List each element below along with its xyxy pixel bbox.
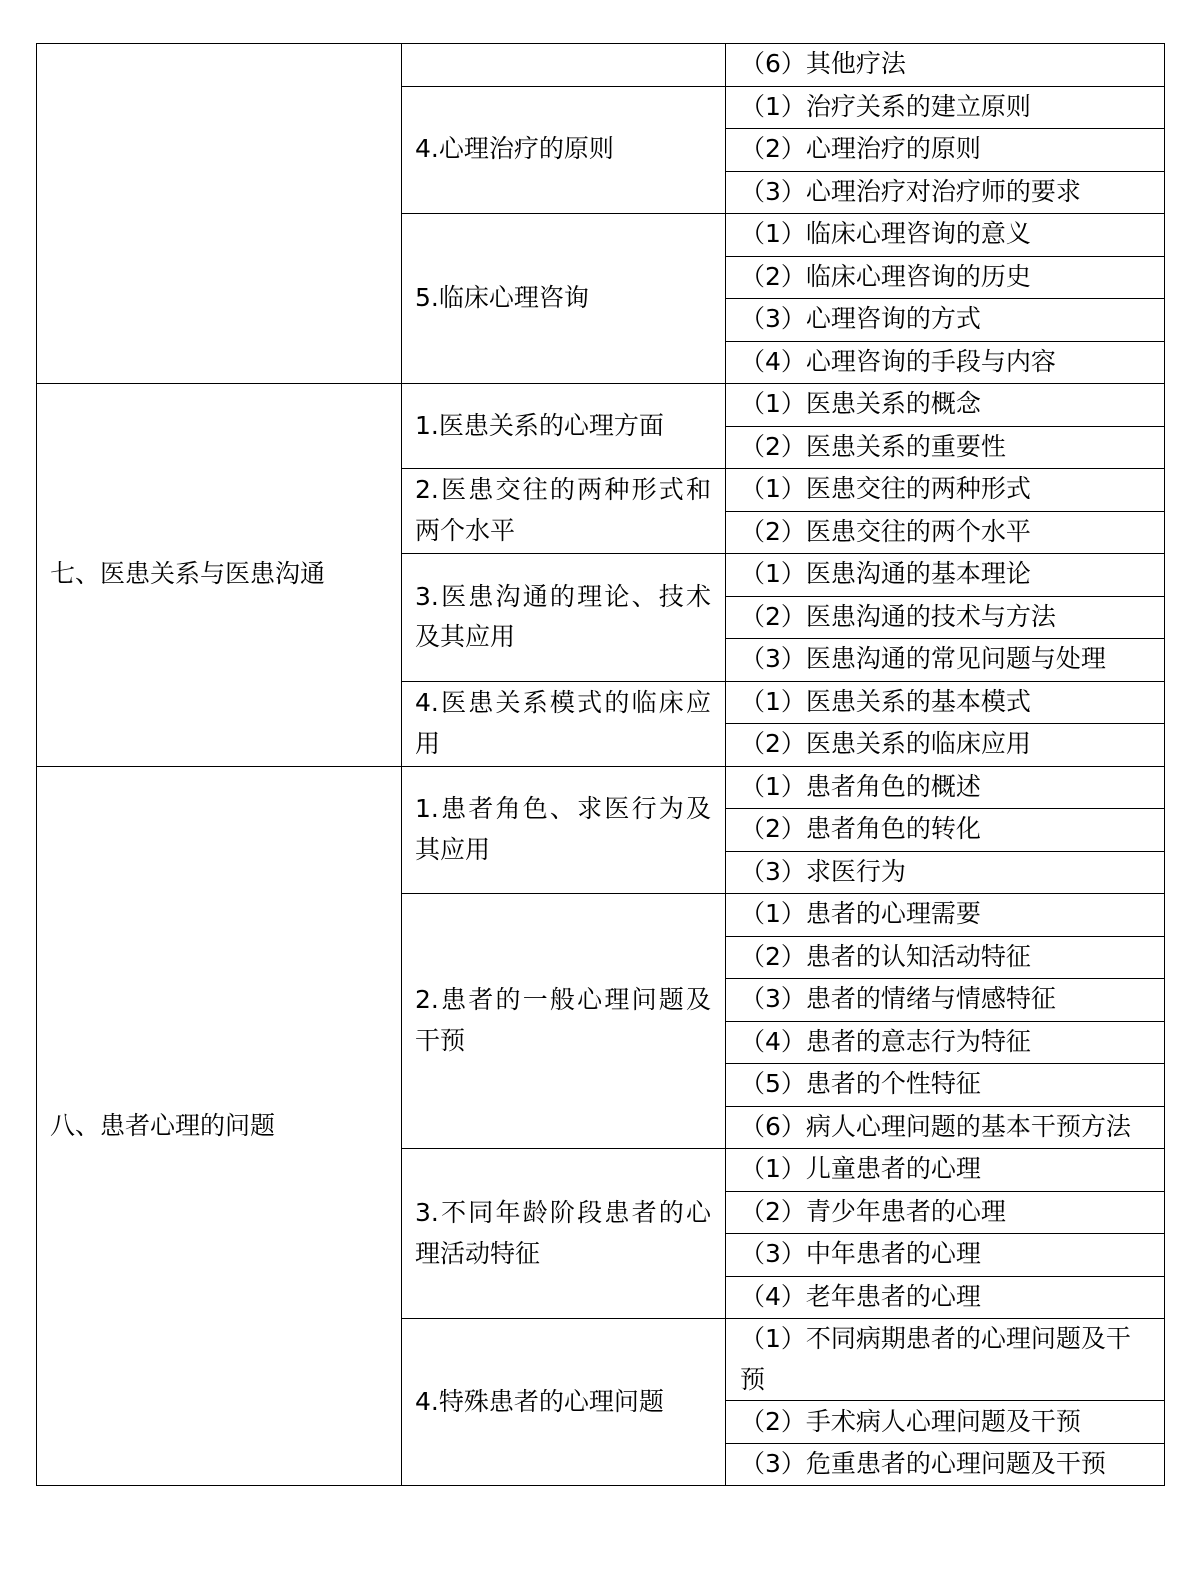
topic-title-cell: 5.临床心理咨询	[402, 214, 726, 384]
subtopic-item-cell: （2）医患交往的两个水平	[726, 511, 1165, 554]
subtopic-item-cell: （2）临床心理咨询的历史	[726, 256, 1165, 299]
syllabus-table-body	[37, 44, 1165, 1486]
subtopic-item-cell: （3）医患沟通的常见问题与处理	[726, 639, 1165, 682]
subtopic-item-cell: （3）危重患者的心理问题及干预	[726, 1443, 1165, 1486]
subtopic-item-cell: （5）患者的个性特征	[726, 1064, 1165, 1107]
subtopic-item-cell: （2）医患关系的临床应用	[726, 724, 1165, 767]
subtopic-item-cell: （1）患者角色的概述	[726, 766, 1165, 809]
subtopic-item-cell: （1）医患沟通的基本理论	[726, 554, 1165, 597]
subtopic-item-cell: （1）临床心理咨询的意义	[726, 214, 1165, 257]
subtopic-item-cell: （4）老年患者的心理	[726, 1276, 1165, 1319]
table-row	[37, 384, 1165, 427]
subtopic-item-cell: （2）医患关系的重要性	[726, 426, 1165, 469]
subtopic-item-cell: （4）患者的意志行为特征	[726, 1021, 1165, 1064]
topic-title-cell: 4.医患关系模式的临床应用	[402, 681, 726, 766]
subtopic-item-cell: （6）病人心理问题的基本干预方法	[726, 1106, 1165, 1149]
subtopic-item-cell: （3）求医行为	[726, 851, 1165, 894]
subtopic-item-cell: （1）患者的心理需要	[726, 894, 1165, 937]
subtopic-item-cell: （1）医患关系的基本模式	[726, 681, 1165, 724]
topic-title-cell: 1.患者角色、求医行为及其应用	[402, 766, 726, 894]
topic-title-cell: 4.特殊患者的心理问题	[402, 1319, 726, 1486]
topic-title-cell: 2.医患交往的两种形式和两个水平	[402, 469, 726, 554]
subtopic-item-cell: （4）心理咨询的手段与内容	[726, 341, 1165, 384]
section-title-cell: 七、医患关系与医患沟通	[37, 384, 402, 767]
subtopic-item-cell: （3）中年患者的心理	[726, 1234, 1165, 1277]
subtopic-item-cell: （1）医患交往的两种形式	[726, 469, 1165, 512]
section-title-cell	[37, 44, 402, 384]
subtopic-item-cell: （3）患者的情绪与情感特征	[726, 979, 1165, 1022]
subtopic-item-cell: （1）不同病期患者的心理问题及干预	[726, 1319, 1165, 1401]
subtopic-item-cell: （1）儿童患者的心理	[726, 1149, 1165, 1192]
table-row	[37, 766, 1165, 809]
syllabus-table	[36, 43, 1165, 1486]
table-row	[37, 44, 1165, 87]
topic-title-cell: 4.心理治疗的原则	[402, 86, 726, 214]
topic-title-cell: 3.医患沟通的理论、技术及其应用	[402, 554, 726, 682]
subtopic-item-cell: （1）医患关系的概念	[726, 384, 1165, 427]
subtopic-item-cell: （3）心理咨询的方式	[726, 299, 1165, 342]
subtopic-item-cell: （6）其他疗法	[726, 44, 1165, 87]
topic-title-cell: 2.患者的一般心理问题及干预	[402, 894, 726, 1149]
subtopic-item-cell: （2）患者角色的转化	[726, 809, 1165, 852]
subtopic-item-cell: （3）心理治疗对治疗师的要求	[726, 171, 1165, 214]
subtopic-item-cell: （2）心理治疗的原则	[726, 129, 1165, 172]
subtopic-item-cell: （2）青少年患者的心理	[726, 1191, 1165, 1234]
section-title-cell: 八、患者心理的问题	[37, 766, 402, 1486]
topic-title-cell: 3.不同年龄阶段患者的心理活动特征	[402, 1149, 726, 1319]
subtopic-item-cell: （2）医患沟通的技术与方法	[726, 596, 1165, 639]
subtopic-item-cell: （1）治疗关系的建立原则	[726, 86, 1165, 129]
topic-title-cell	[402, 44, 726, 87]
subtopic-item-cell: （2）手术病人心理问题及干预	[726, 1401, 1165, 1444]
subtopic-item-cell: （2）患者的认知活动特征	[726, 936, 1165, 979]
topic-title-cell: 1.医患关系的心理方面	[402, 384, 726, 469]
